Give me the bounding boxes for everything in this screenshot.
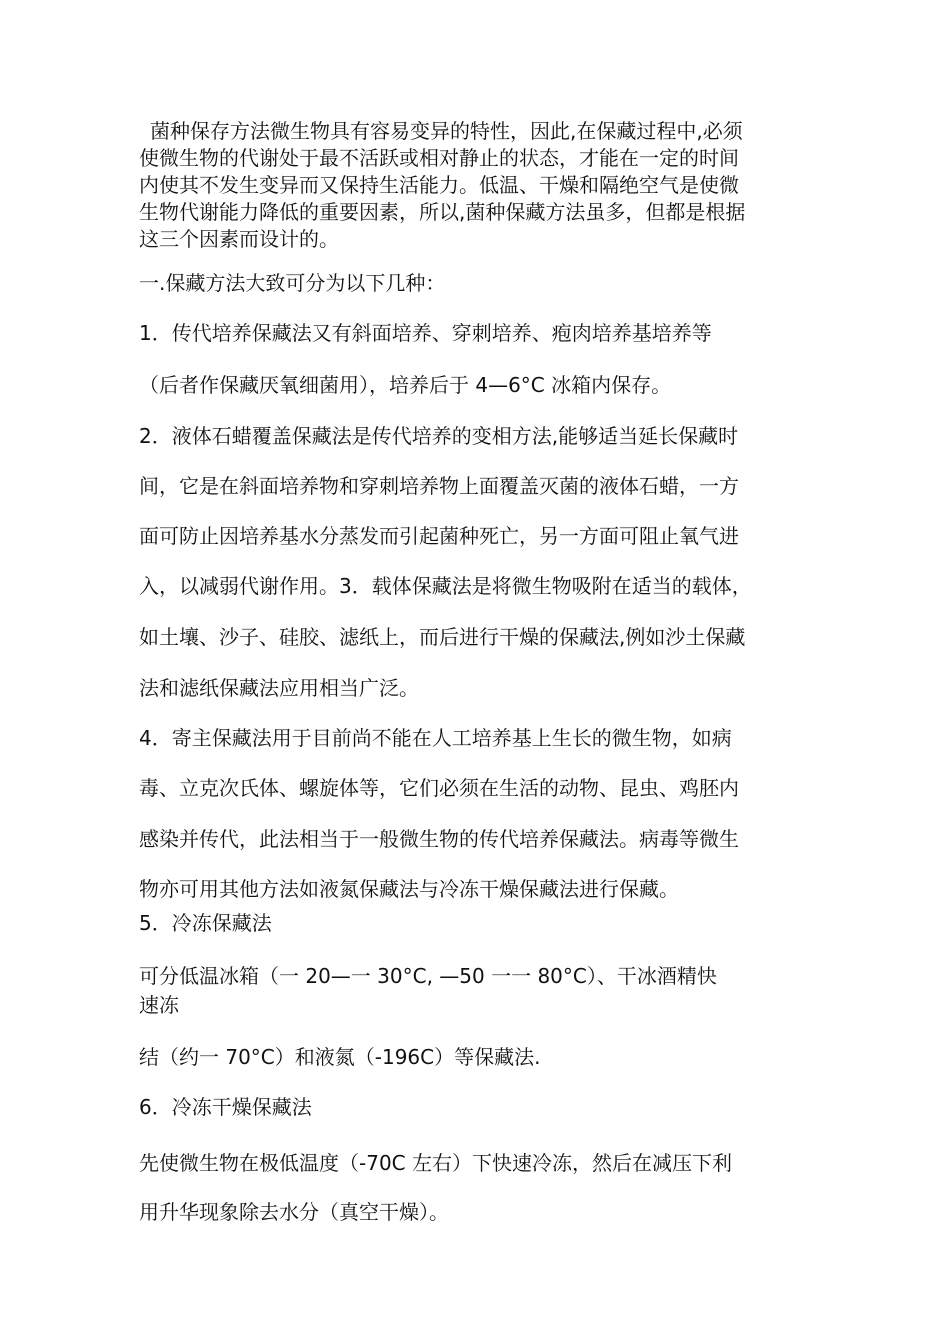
paragraph-line: 4．寄主保藏法用于目前尚不能在人工培养基上生长的微生物，如病 [139, 726, 732, 750]
paragraph-line: 生物代谢能力降低的重要因素，所以,菌种保藏方法虽多，但都是根据 [139, 200, 746, 224]
paragraph-line: 入，以减弱代谢作用。3．载体保藏法是将微生物吸附在适当的载体， [139, 574, 752, 598]
paragraph-line: （后者作保藏厌氧细菌用），培养后于 4—6°C 冰箱内保存。 [139, 373, 672, 397]
paragraph-line: 面可防止因培养基水分蒸发而引起菌种死亡，另一方面可阻止氧气进 [139, 524, 739, 548]
section-heading: 5．冷冻保藏法 [139, 911, 272, 935]
paragraph-line: 内使其不发生变异而又保持生活能力。低温、干燥和隔绝空气是使微 [139, 173, 739, 197]
paragraph-line: 1．传代培养保藏法又有斜面培养、穿刺培养、疱肉培养基培养等 [139, 321, 712, 345]
paragraph-line: 先使微生物在极低温度（-70C 左右）下快速冷冻，然后在减压下利 [139, 1151, 732, 1175]
paragraph-line: 用升华现象除去水分（真空干燥）。 [139, 1200, 449, 1224]
paragraph-line: 使微生物的代谢处于最不活跃或相对静止的状态，才能在一定的时间 [139, 146, 739, 170]
paragraph-line: 2．液体石蜡覆盖保藏法是传代培养的变相方法,能够适当延长保藏时 [139, 424, 739, 448]
paragraph-line: 速冻 [139, 993, 179, 1017]
paragraph-line: 感染并传代，此法相当于一般微生物的传代培养保藏法。病毒等微生 [139, 827, 739, 851]
paragraph-line: 法和滤纸保藏法应用相当广泛。 [139, 676, 419, 700]
section-heading: 一.保藏方法大致可分为以下几种： [139, 271, 446, 295]
paragraph-line: 这三个因素而设计的。 [139, 227, 339, 251]
paragraph-line: 物亦可用其他方法如液氮保藏法与冷冻干燥保藏法进行保藏。 [139, 877, 679, 901]
paragraph-line: 菌种保存方法微生物具有容易变异的特性，因此,在保藏过程中,必须 [150, 119, 743, 143]
paragraph-line: 结（约一 70°C）和液氮（-196C）等保藏法. [139, 1045, 541, 1069]
section-heading: 6．冷冻干燥保藏法 [139, 1095, 312, 1119]
paragraph-line: 如土壤、沙子、硅胶、滤纸上，而后进行干燥的保藏法,例如沙土保藏 [139, 625, 746, 649]
paragraph-line: 毒、立克次氏体、螺旋体等，它们必须在生活的动物、昆虫、鸡胚内 [139, 776, 739, 800]
paragraph-line: 可分低温冰箱（一 20—一 30°C, —50 一一 80°C）、干冰酒精快 [139, 964, 717, 988]
paragraph-line: 间，它是在斜面培养物和穿刺培养物上面覆盖灭菌的液体石蜡，一方 [139, 474, 739, 498]
